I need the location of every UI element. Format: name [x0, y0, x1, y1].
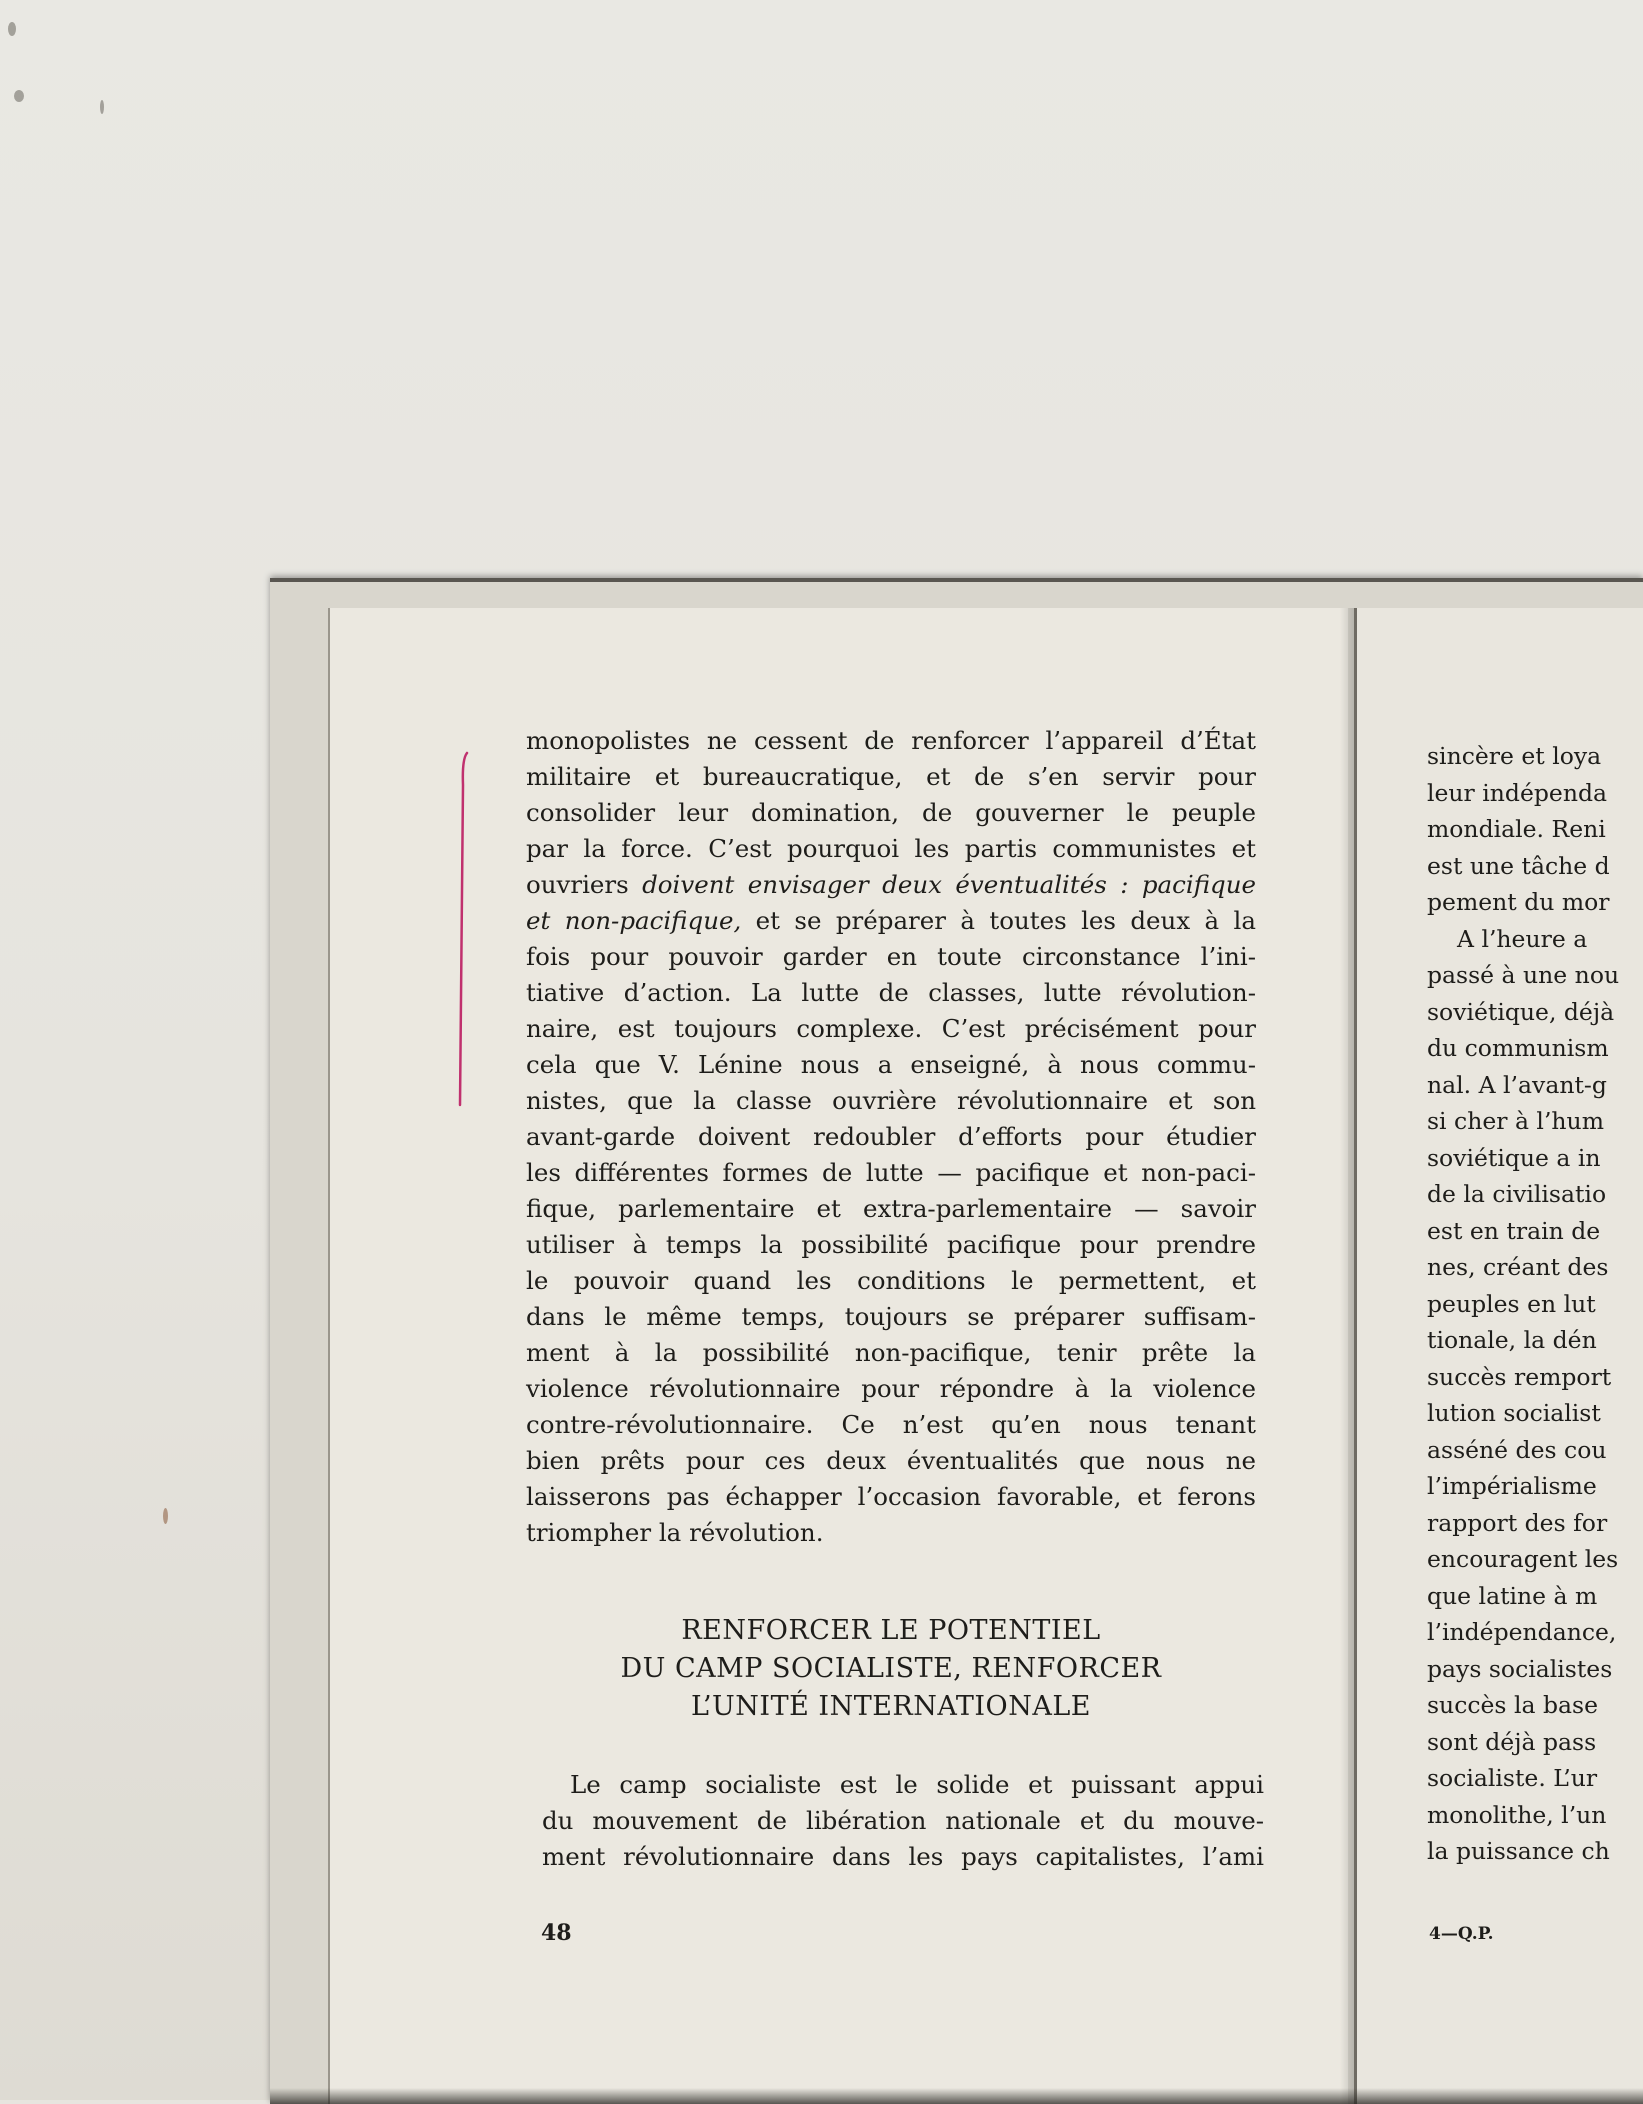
text-line: asséné des cou [1427, 1435, 1607, 1464]
text-line: violence révolutionnaire pour répondre à la violence [526, 1374, 1256, 1403]
text-line: le pouvoir quand les conditions le permettent, et [526, 1266, 1256, 1295]
text-line: que latine à m [1427, 1581, 1598, 1610]
text-line: cela que V. Lénine nous a enseigné, à nous commu- [526, 1050, 1256, 1079]
text-line: naire, est toujours complexe. C’est précisément pour [526, 1014, 1256, 1043]
text-line: fique, parlementaire et extra-parlementaire — savoir [526, 1194, 1256, 1223]
text-line: sincère et loya [1427, 742, 1602, 770]
italic-emphasis: et non-pacifique, [526, 906, 742, 935]
text-line: leur indépenda [1427, 778, 1608, 807]
text-line: sont déjà pass [1427, 1727, 1597, 1756]
text-run: ouvriers [526, 870, 629, 899]
text-line: la puissance ch [1427, 1837, 1610, 1865]
text-line: dans le même temps, toujours se préparer suffisam- [526, 1302, 1256, 1331]
text-line: contre-révolutionnaire. Ce n’est qu’en nous tenant [526, 1410, 1256, 1439]
text-line [526, 903, 1256, 939]
heading-line: L’UNITÉ INTERNATIONALE [691, 1691, 1091, 1722]
stain-mark [8, 22, 16, 36]
text-line: les différentes formes de lutte — pacifique et non-paci- [526, 1158, 1256, 1187]
text-line: monolithe, l’un [1427, 1800, 1607, 1829]
text-line: pays socialistes [1427, 1654, 1613, 1683]
text-line: nal. A l’avant-g [1427, 1070, 1607, 1099]
signature-footer: 4—Q.P. [1429, 1924, 1494, 1944]
text-line: est une tâche d [1427, 851, 1610, 880]
text-line: socialiste. L’ur [1427, 1764, 1598, 1792]
text-line: nistes, que la classe ouvrière révolutionnaire et son [526, 1086, 1256, 1115]
heading-line: RENFORCER LE POTENTIEL [681, 1615, 1101, 1646]
text-line: lution socialist [1427, 1399, 1601, 1427]
text-line: l’impérialisme [1427, 1472, 1597, 1500]
paragraph-2 [542, 1767, 1264, 1875]
text-line: tionale, la dén [1427, 1326, 1597, 1354]
text-line: du communism [1427, 1034, 1609, 1062]
text-line: passé à une nou [1427, 961, 1620, 989]
page-number: 48 [541, 1920, 572, 1946]
heading-line: DU CAMP SOCIALISTE, RENFORCER [620, 1653, 1162, 1684]
section-heading [526, 1612, 1256, 1726]
text-line: tiative d’action. La lutte de classes, lutte révolution- [526, 978, 1256, 1007]
text-line: encouragent les [1427, 1545, 1619, 1573]
stain-mark [100, 100, 104, 114]
text-line: ment révolutionnaire dans les pays capitalistes, l’ami [542, 1842, 1264, 1871]
text-line: ment à la possibilité non-pacifique, tenir prête la [526, 1338, 1256, 1367]
text-line: du mouvement de libération nationale et du mouve- [542, 1806, 1264, 1835]
text-line: si cher à l’hum [1427, 1107, 1604, 1135]
text-line: utiliser à temps la possibilité pacifique pour prendre [526, 1230, 1256, 1259]
text-run: et se préparer à toutes les deux à la [755, 906, 1256, 935]
text-line: rapport des for [1427, 1508, 1608, 1537]
right-page-text [1427, 738, 1643, 1870]
bottom-shadow [270, 2088, 1643, 2104]
text-line: est en train de [1427, 1216, 1601, 1245]
text-line: Le camp socialiste est le solide et puissant appui [570, 1770, 1264, 1799]
text-line: pement du mor [1427, 888, 1610, 916]
text-line: l’indépendance, [1427, 1618, 1617, 1646]
stain-mark [163, 1508, 168, 1524]
text-line: soviétique a in [1427, 1143, 1601, 1172]
text-line: succès la base [1427, 1691, 1598, 1719]
text-line: peuples en lut [1427, 1289, 1596, 1318]
text-line: consolider leur domination, de gouverner le peuple [526, 798, 1256, 827]
text-line: triompher la révolution. [526, 1518, 824, 1547]
text-line [526, 867, 1256, 903]
text-line: nes, créant des [1427, 1253, 1609, 1281]
margin-pen-mark [450, 745, 480, 1115]
text-line: avant-garde doivent redoubler d’efforts pour étudier [526, 1122, 1256, 1151]
text-line: succès remport [1427, 1362, 1612, 1391]
text-line: de la civilisatio [1427, 1180, 1607, 1208]
paragraph-1 [526, 723, 1256, 1551]
text-line: bien prêts pour ces deux éventualités que nous ne [526, 1446, 1256, 1475]
text-line: mondiale. Reni [1427, 815, 1606, 843]
text-line: A l’heure a [1457, 924, 1588, 953]
text-line: par la force. C’est pourquoi les partis communistes et [526, 834, 1256, 863]
italic-emphasis: doivent envisager deux éventualités : pacifique [642, 870, 1256, 899]
text-line: fois pour pouvoir garder en toute circonstance l’ini- [526, 942, 1256, 971]
text-line: monopolistes ne cessent de renforcer l’appareil d’État [526, 726, 1256, 755]
text-line: soviétique, déjà [1427, 997, 1615, 1026]
text-line: militaire et bureaucratique, et de s’en servir pour [526, 762, 1256, 791]
text-line: laisserons pas échapper l’occasion favorable, et ferons [526, 1482, 1256, 1511]
stain-mark [14, 90, 24, 102]
